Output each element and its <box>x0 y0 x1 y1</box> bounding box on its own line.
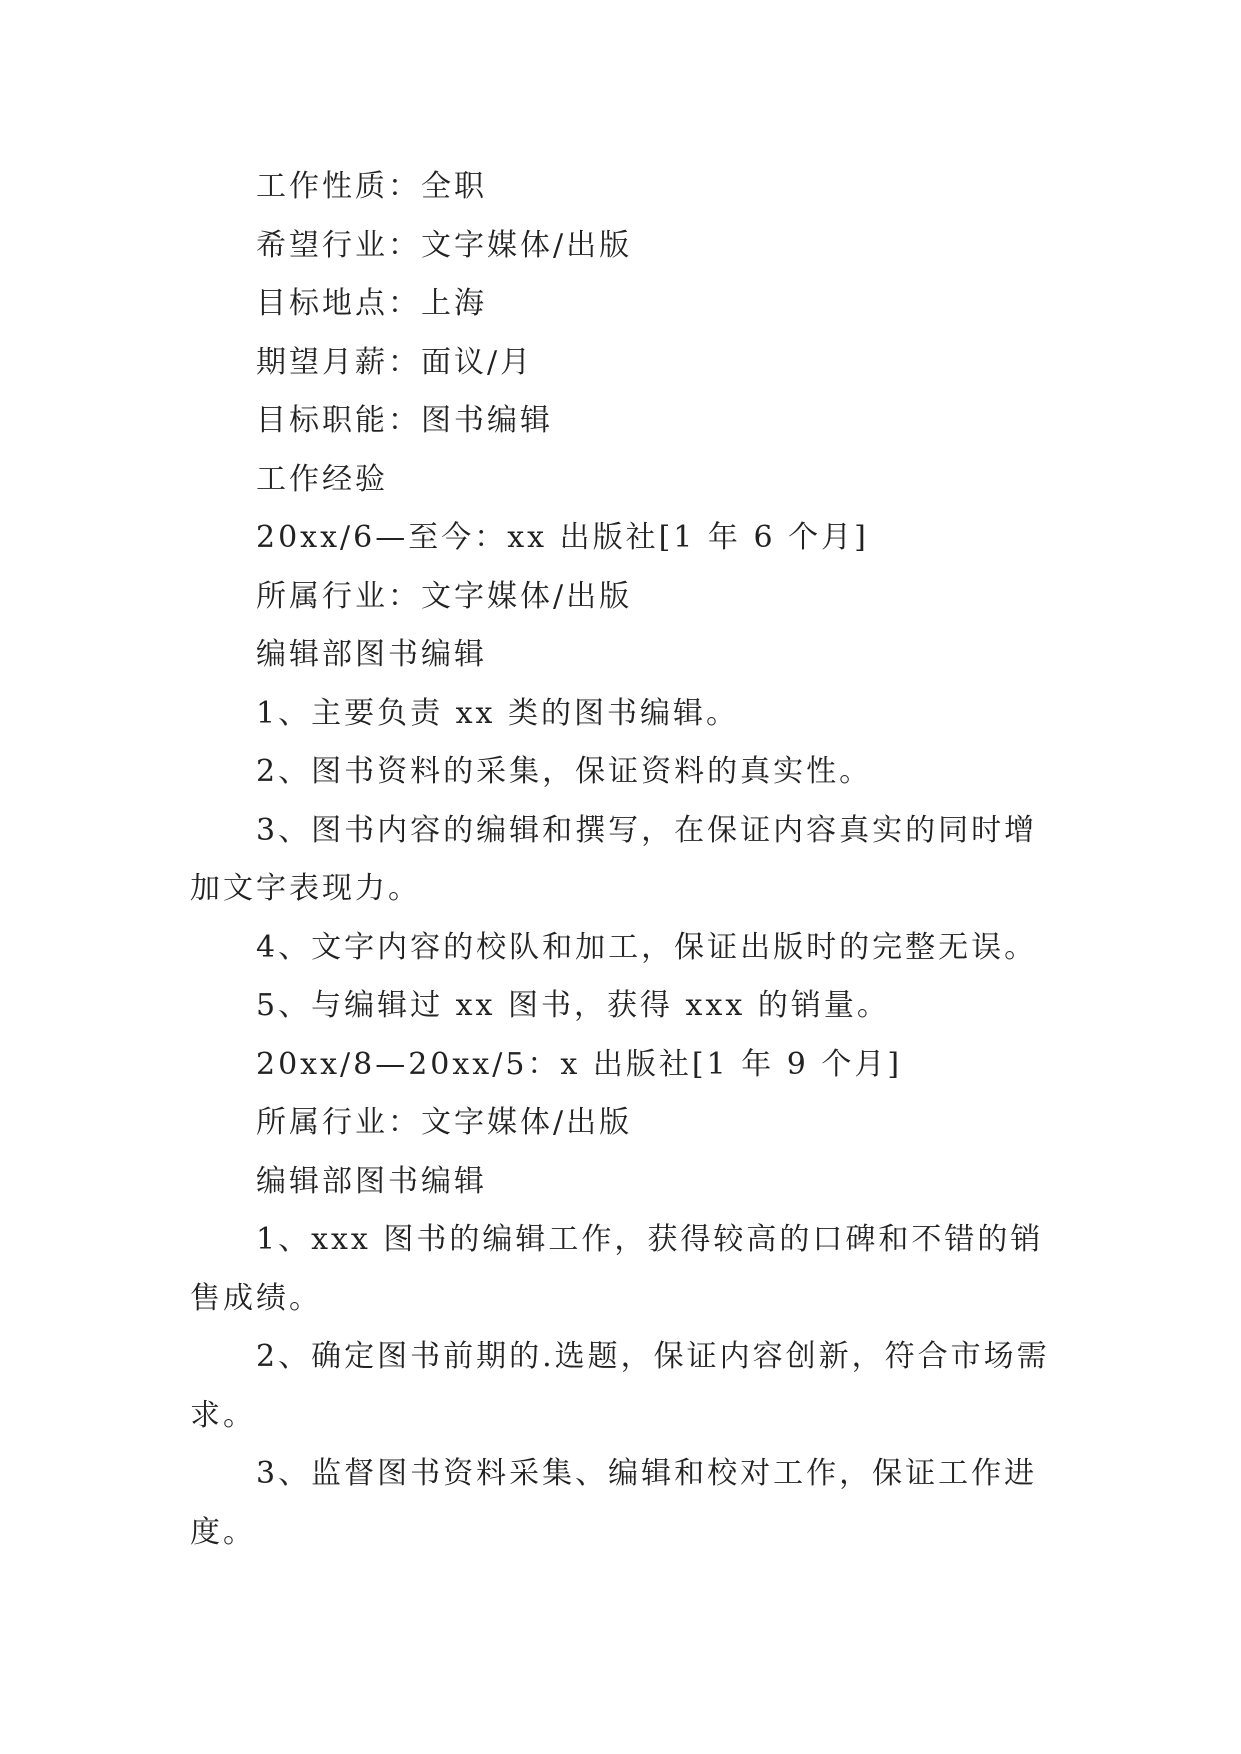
paragraph-expected-salary: 期望月薪：面议/月 <box>256 344 534 380</box>
paragraph-job2-title: 编辑部图书编辑 <box>256 1163 487 1199</box>
paragraph-job1-duty-1: 1、主要负责 xx 类的图书编辑。 <box>256 695 739 731</box>
paragraph-target-location: 目标地点：上海 <box>256 286 487 321</box>
paragraph-job2-duty-1: 1、xxx 图书的编辑工作，获得较高的口碑和不错的销售成绩。 <box>190 1222 1044 1316</box>
paragraph-job2-period: 20xx/8—20xx/5：x 出版社[1 年 9 个月] <box>256 1046 903 1082</box>
paragraph-job1-duty-3: 3、图书内容的编辑和撰写，在保证内容真实的同时增加文字表现力。 <box>190 812 1038 906</box>
document-body <box>190 158 1060 1562</box>
paragraph-job2-industry: 所属行业：文字媒体/出版 <box>256 1105 633 1140</box>
paragraph-job2-duty-2: 2、确定图书前期的.选题，保证内容创新，符合市场需求。 <box>190 1339 1050 1433</box>
paragraph-desired-industry: 希望行业：文字媒体/出版 <box>256 227 633 263</box>
paragraph-job1-duty-4: 4、文字内容的校队和加工，保证出版时的完整无误。 <box>256 929 1038 965</box>
section-heading-work-experience: 工作经验 <box>256 461 388 497</box>
paragraph-job1-duty-2: 2、图书资料的采集，保证资料的真实性。 <box>256 754 873 789</box>
paragraph-target-function: 目标职能：图书编辑 <box>256 403 553 438</box>
paragraph-job1-industry: 所属行业：文字媒体/出版 <box>256 578 633 614</box>
paragraph-job2-duty-3: 3、监督图书资料采集、编辑和校对工作，保证工作进度。 <box>190 1456 1038 1550</box>
paragraph-job1-duty-5: 5、与编辑过 xx 图书，获得 xxx 的销量。 <box>256 988 890 1023</box>
paragraph-job1-title: 编辑部图书编辑 <box>256 637 487 672</box>
paragraph-job1-period: 20xx/6—至今：xx 出版社[1 年 6 个月] <box>256 520 869 555</box>
paragraph-job-type: 工作性质：全职 <box>256 169 487 204</box>
